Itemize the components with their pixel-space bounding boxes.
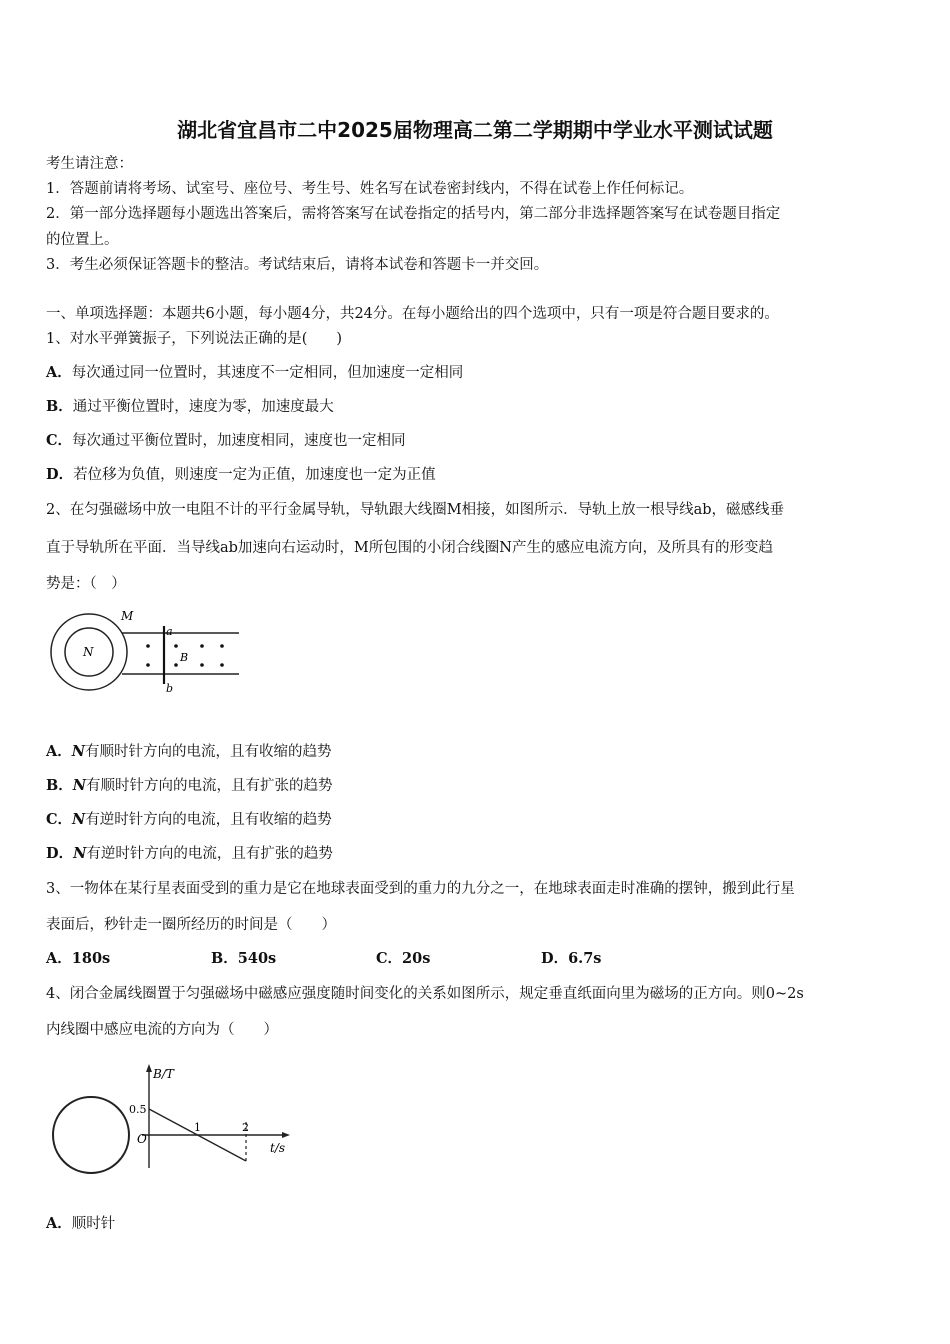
coil-circle-figure	[50, 1094, 132, 1176]
y-tick-label: 0.5	[129, 1103, 147, 1116]
question-stem: 4、闭合金属线圈置于匀强磁场中磁感应强度随时间变化的关系如图所示，规定垂直纸面向里为磁场的正方向。则0~2s	[46, 986, 804, 1002]
label-m: M	[121, 609, 134, 623]
option-text: 有逆时针方向的电流，且有扩张的趋势	[86, 846, 333, 862]
option-text: 若位移为负值，则速度一定为正值，加速度也一定为正值	[73, 467, 436, 483]
option-text: 有逆时针方向的电流，且有收缩的趋势	[85, 812, 332, 828]
option-a	[46, 740, 332, 761]
option-c	[376, 947, 541, 968]
x-axis-label: t/s	[270, 1141, 286, 1155]
question-stem: 3、一物体在某行星表面受到的重力是它在地球表面受到的重力的九分之一，在地球表面走时准确的摆钟，搬到此行星	[46, 881, 795, 897]
option-label: C．	[46, 811, 73, 828]
question-stem: 2、在匀强磁场中放一电阻不计的平行金属导轨，导轨跟大线圈M相接，如图所示．导轨上放一根导线ab，磁感线垂	[46, 502, 784, 518]
option-text: 顺时针	[71, 1216, 116, 1232]
y-axis-label: B/T	[153, 1067, 174, 1081]
y-axis-arrow	[146, 1064, 152, 1072]
option-text: 每次通过平衡位置时，加速度相同，速度也一定相同	[72, 433, 406, 449]
option-c	[46, 808, 332, 829]
option-label: B．	[46, 398, 73, 415]
option-text: 180s	[71, 950, 111, 967]
notice-item: 2．第一部分选择题每小题选出答案后，需将答案写在试卷指定的括号内，第二部分非选择题答案写在试卷题目指定	[46, 206, 781, 222]
option-text: 20s	[402, 950, 431, 967]
option-label: D．	[46, 466, 74, 483]
option-text: 有顺时针方向的电流，且有扩张的趋势	[86, 778, 333, 794]
notice-item: 3．考生必须保证答题卡的整洁。考试结束后，请将本试卷和答题卡一并交回。	[46, 257, 549, 273]
option-text: 540s	[237, 950, 277, 967]
option-symbol: N	[72, 811, 86, 828]
b-t-graph	[128, 1062, 298, 1172]
label-field-b: B	[180, 651, 189, 664]
option-text: 6.7s	[568, 950, 602, 967]
option-b	[46, 395, 334, 416]
option-label: A．	[46, 950, 72, 967]
option-label: A．	[46, 743, 72, 760]
option-b	[46, 774, 333, 795]
option-d	[46, 842, 333, 863]
option-label: C．	[376, 950, 403, 967]
option-a	[46, 361, 463, 382]
option-label: D．	[541, 950, 569, 967]
option-d	[541, 947, 601, 968]
option-c	[46, 429, 406, 450]
option-a	[46, 1212, 115, 1233]
label-a: a	[166, 625, 173, 638]
question-stem: 表面后，秒针走一圈所经历的时间是（ ）	[46, 917, 336, 933]
page-title: 湖北省宜昌市二中2025届物理高二第二学期期中学业水平测试试题	[177, 118, 773, 142]
notice-item: 的位置上。	[46, 232, 119, 248]
option-row	[46, 947, 601, 968]
option-symbol: N	[71, 743, 86, 760]
option-a	[46, 947, 211, 968]
option-label: A．	[46, 1215, 72, 1232]
option-b	[211, 947, 376, 968]
option-text: 每次通过同一位置时，其速度不一定相同，但加速度一定相同	[71, 365, 464, 381]
option-label: A．	[46, 364, 72, 381]
notice-item: 1．答题前请将考场、试室号、座位号、考生号、姓名写在试卷密封线内，不得在试卷上作任何标记。	[46, 181, 694, 197]
option-label: C．	[46, 432, 73, 449]
origin-label: O	[137, 1132, 147, 1146]
coil-rail-figure	[44, 604, 249, 704]
option-text: 通过平衡位置时，速度为零，加速度最大	[72, 399, 334, 415]
closed-coil	[53, 1097, 129, 1173]
label-n: N	[83, 645, 94, 659]
option-d	[46, 463, 436, 484]
option-text: 有顺时针方向的电流，且有收缩的趋势	[85, 744, 332, 760]
x-tick-label-1: 1	[194, 1121, 201, 1134]
option-label: B．	[46, 777, 73, 794]
question-stem: 1、对水平弹簧振子，下列说法正确的是( )	[46, 331, 343, 347]
question-stem: 势是：（ ）	[46, 576, 126, 592]
x-tick-label-2: 2	[242, 1121, 249, 1134]
option-label: D．	[46, 845, 74, 862]
question-stem: 内线圈中感应电流的方向为（ ）	[46, 1022, 278, 1038]
section-heading: 一、单项选择题：本题共6小题，每小题4分，共24分。在每小题给出的四个选项中，只有一项是符合题目要求的。	[46, 306, 779, 322]
label-b: b	[166, 682, 174, 695]
notice-heading: 考生请注意：	[46, 156, 133, 172]
option-symbol: N	[72, 777, 87, 794]
option-symbol: N	[73, 845, 87, 862]
option-label: B．	[211, 950, 238, 967]
x-axis-arrow	[282, 1132, 290, 1138]
question-stem: 直于导轨所在平面．当导线ab加速向右运动时，M所包围的小闭合线圈N产生的感应电流方向，及所具有的形变趋	[46, 540, 773, 556]
